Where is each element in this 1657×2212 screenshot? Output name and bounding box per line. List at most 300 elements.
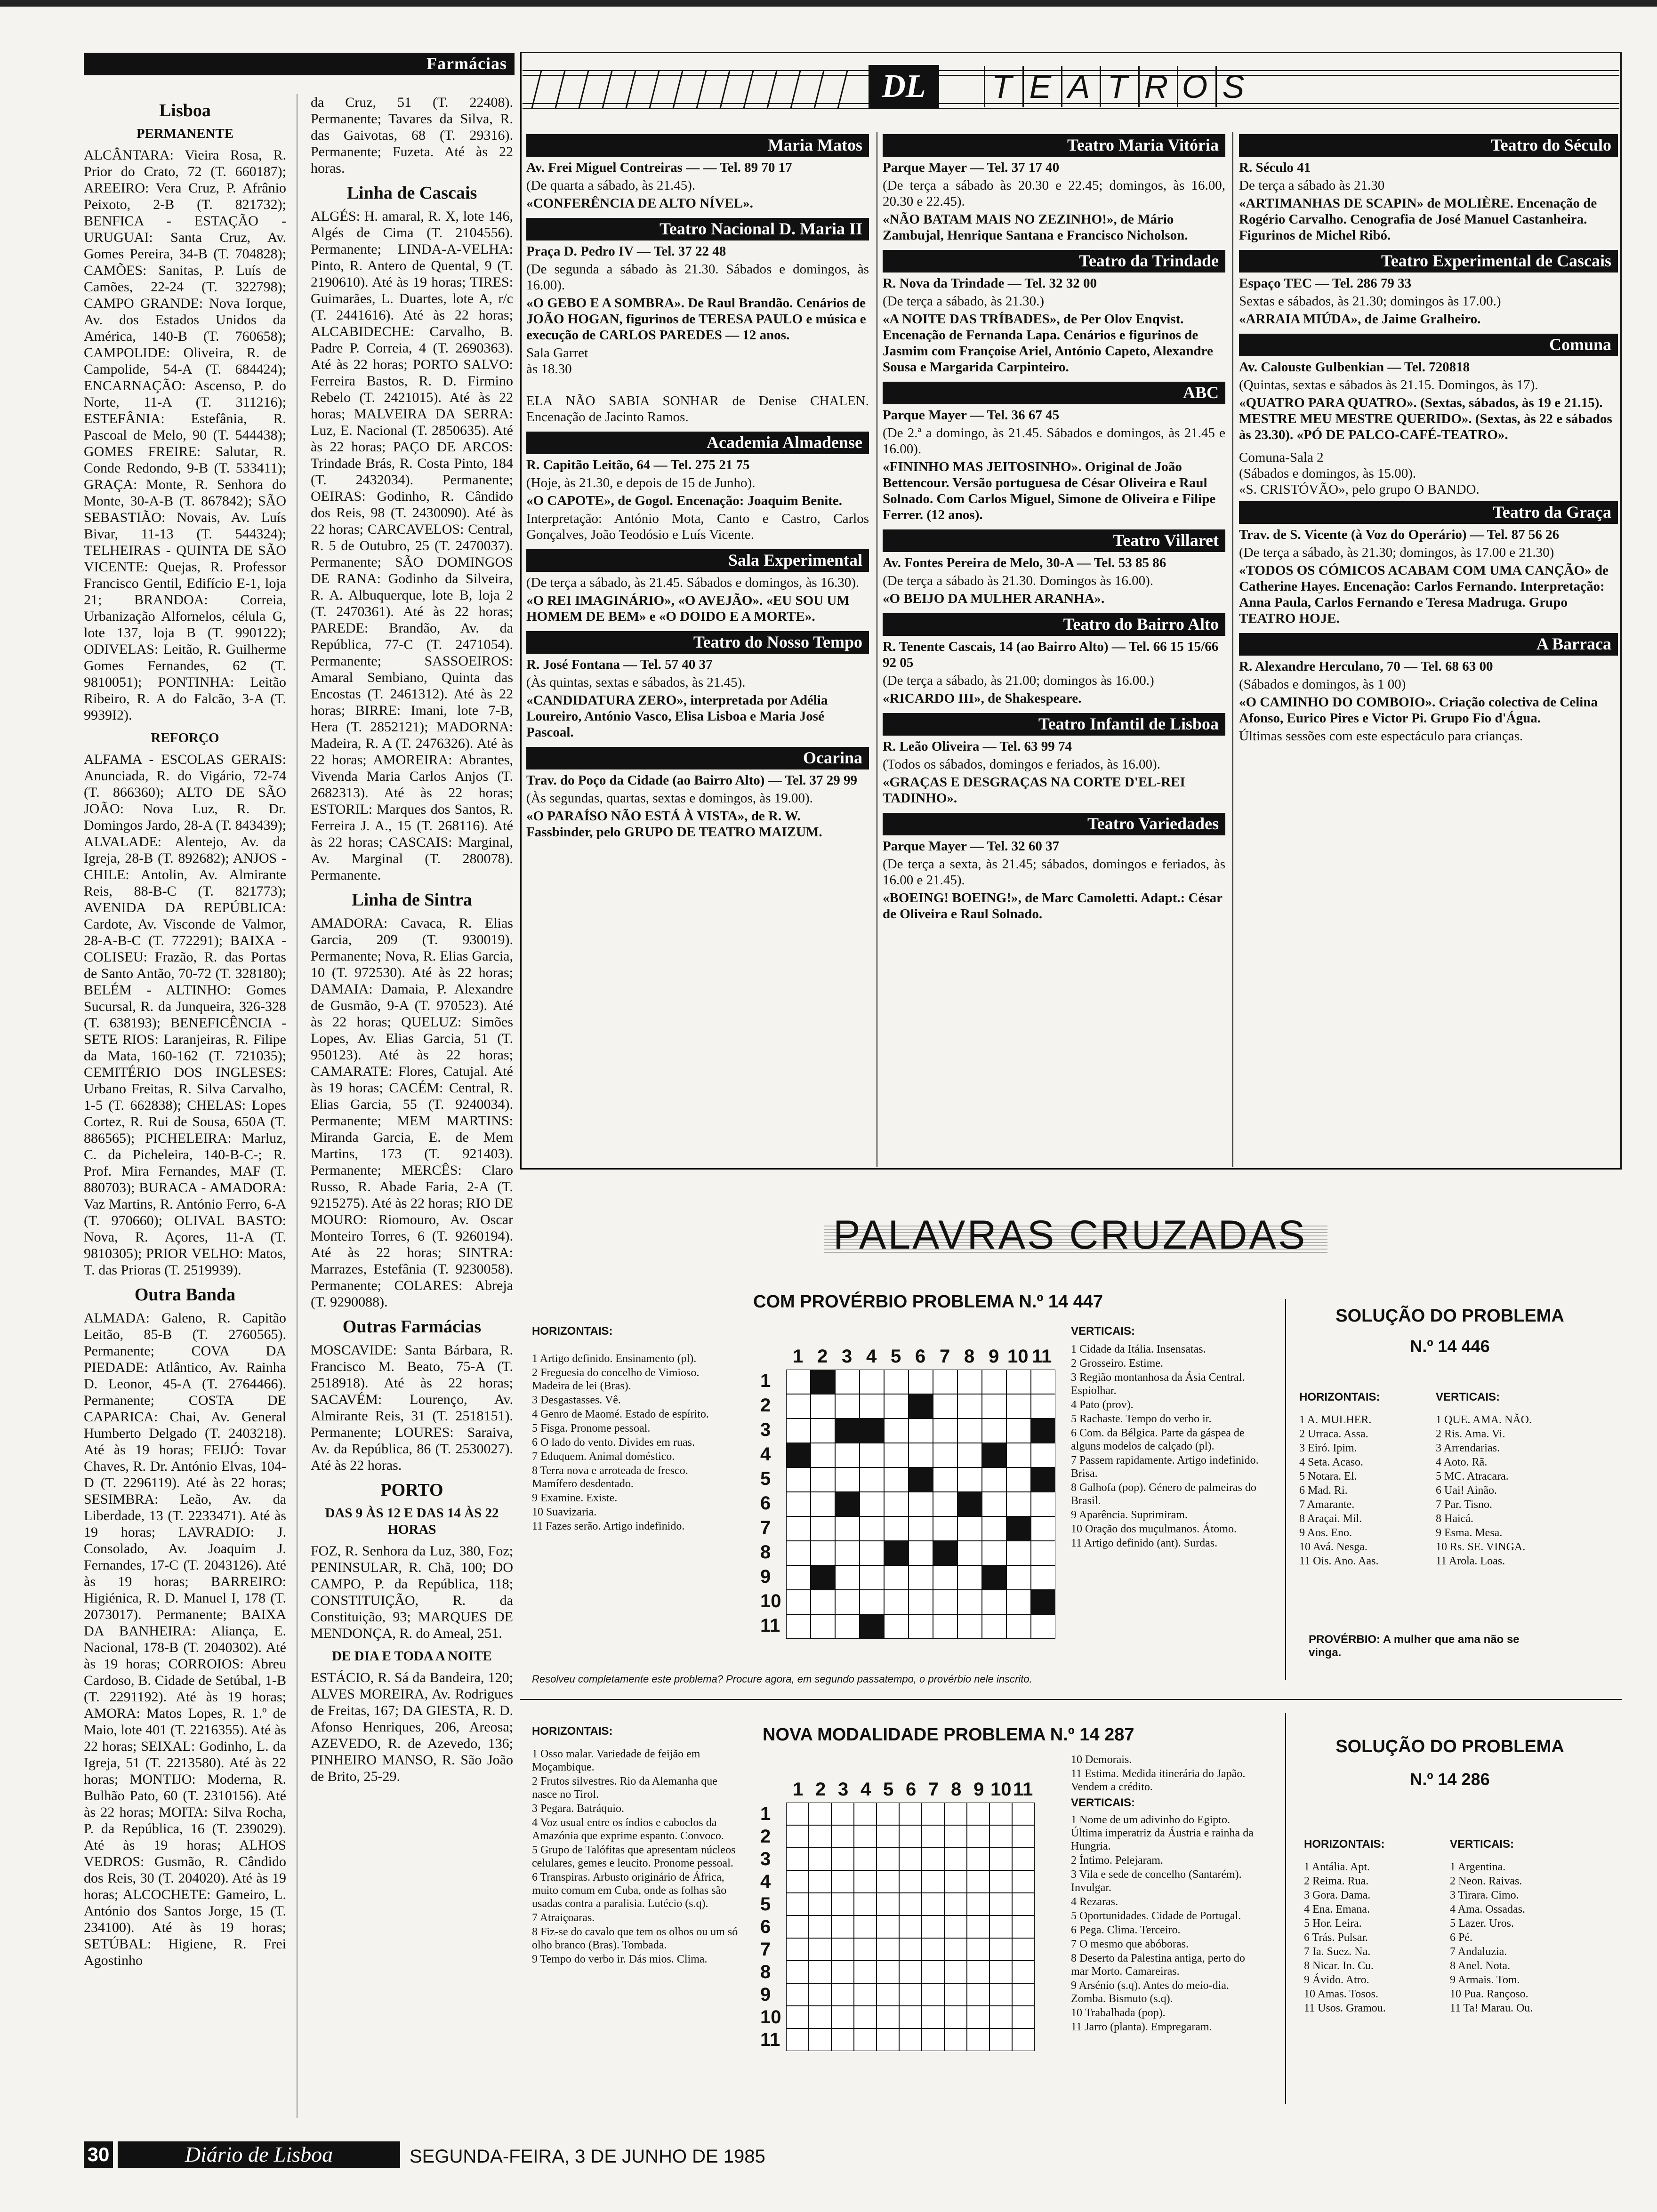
clue-item: 4 Aoto. Rã. bbox=[1436, 1456, 1488, 1468]
grid-cell[interactable] bbox=[786, 1541, 811, 1565]
grid-cell[interactable] bbox=[989, 1825, 1012, 1848]
grid-cell[interactable] bbox=[835, 1590, 860, 1614]
grid-cell[interactable] bbox=[989, 2028, 1012, 2051]
grid-cell[interactable] bbox=[884, 1516, 909, 1541]
grid-cell[interactable] bbox=[982, 1516, 1006, 1541]
clue-item: 9 Tempo do verbo ir. Dás mios. Clima. bbox=[532, 1953, 708, 1965]
grid-cell[interactable] bbox=[982, 1394, 1006, 1419]
grid-black-cell bbox=[811, 1565, 835, 1590]
grid-row-number: 8 bbox=[760, 1542, 771, 1563]
theatre-addr: Av. Fontes Pereira de Melo, 30-A — Tel. 53 85 86 bbox=[883, 555, 1166, 570]
clue-item: 8 Terra nova e arroteada de fresco. Mamífero desdentado. bbox=[532, 1465, 688, 1490]
grid-cell[interactable] bbox=[860, 1492, 884, 1516]
grid-cell[interactable] bbox=[957, 1541, 982, 1565]
grid-cell[interactable] bbox=[786, 1614, 811, 1639]
grid-cell[interactable] bbox=[957, 1590, 982, 1614]
clue-item: 5 Lazer. Uros. bbox=[1450, 1917, 1514, 1930]
grid-cell[interactable] bbox=[786, 2028, 809, 2051]
sol2-title: SOLUÇÃO DO PROBLEMA bbox=[1335, 1737, 1564, 1756]
grid-cell[interactable] bbox=[967, 1848, 989, 1870]
grid-cell[interactable] bbox=[957, 1394, 982, 1419]
grid-cell[interactable] bbox=[899, 1848, 922, 1870]
grid-cell[interactable] bbox=[831, 1915, 854, 1938]
grid-cell[interactable] bbox=[1012, 1803, 1035, 1825]
grid-cell[interactable] bbox=[1006, 1614, 1031, 1639]
grid-cell[interactable] bbox=[831, 1961, 854, 1983]
grid-row-number: 4 bbox=[760, 1444, 771, 1465]
grid-cell[interactable] bbox=[1012, 1893, 1035, 1915]
grid-cell[interactable] bbox=[860, 1443, 884, 1467]
grid-cell[interactable] bbox=[860, 1565, 884, 1590]
grid-cell[interactable] bbox=[909, 1492, 933, 1516]
grid-cell[interactable] bbox=[835, 1394, 860, 1419]
grid-cell[interactable] bbox=[989, 1893, 1012, 1915]
grid-cell[interactable] bbox=[909, 1590, 933, 1614]
grid-col-number: 5 bbox=[891, 1346, 901, 1367]
grid-cell[interactable] bbox=[835, 1516, 860, 1541]
grid-cell[interactable] bbox=[967, 1825, 989, 1848]
grid-cell[interactable] bbox=[835, 1370, 860, 1394]
grid-row-number: 10 bbox=[760, 1591, 781, 1611]
grid-cell[interactable] bbox=[933, 1492, 957, 1516]
grid-cell[interactable] bbox=[1012, 1938, 1035, 1961]
grid-cell[interactable] bbox=[786, 1848, 809, 1870]
clue-item: 10 Avá. Nesga. bbox=[1299, 1541, 1367, 1553]
grid-cell[interactable] bbox=[860, 1541, 884, 1565]
grid-cell[interactable] bbox=[786, 1590, 811, 1614]
sol2-num: N.º 14 286 bbox=[1410, 1770, 1490, 1789]
farmacias-header bbox=[84, 53, 515, 75]
grid-cell[interactable] bbox=[899, 1983, 922, 2006]
banner-slash bbox=[532, 71, 541, 108]
grid-cell[interactable] bbox=[944, 1825, 967, 1848]
grid-cell[interactable] bbox=[860, 1370, 884, 1394]
clue-item: 1 Nome de um adivinho do Egipto. Última imperatriz da Áustria e rainha da Hungria. bbox=[1071, 1814, 1254, 1852]
grid-cell[interactable] bbox=[922, 1870, 944, 1893]
clue-item: 7 Eduquem. Animal doméstico. bbox=[532, 1451, 675, 1463]
grid-cell[interactable] bbox=[899, 2028, 922, 2051]
grid-cell[interactable] bbox=[786, 1983, 809, 2006]
grid-cell[interactable] bbox=[1012, 1870, 1035, 1893]
clue-item: 2 Neon. Raivas. bbox=[1450, 1875, 1522, 1887]
grid-cell[interactable] bbox=[957, 1467, 982, 1492]
grid-cell[interactable] bbox=[967, 1961, 989, 1983]
grid-cell[interactable] bbox=[967, 1915, 989, 1938]
grid-cell[interactable] bbox=[899, 1938, 922, 1961]
grid-row-number: 7 bbox=[760, 1517, 771, 1538]
grid-cell[interactable] bbox=[809, 1848, 831, 1870]
grid-cell[interactable] bbox=[967, 1893, 989, 1915]
grid-cell[interactable] bbox=[877, 2028, 899, 2051]
crossword-grid-2[interactable] bbox=[753, 1779, 1073, 2052]
grid-cell[interactable] bbox=[860, 1394, 884, 1419]
grid-cell[interactable] bbox=[909, 1614, 933, 1639]
clue-item: 5 Grupo de Talófitas que apresentam núcleos celulares, gemes e leucito. Pronome pessoal. bbox=[532, 1844, 736, 1869]
grid-cell[interactable] bbox=[933, 1443, 957, 1467]
grid-cell[interactable] bbox=[944, 1983, 967, 2006]
grid-cell[interactable] bbox=[909, 1443, 933, 1467]
grid-cell[interactable] bbox=[909, 1541, 933, 1565]
grid-cell[interactable] bbox=[811, 1419, 835, 1443]
clue-item: 3 Arrendarias. bbox=[1436, 1442, 1500, 1454]
grid-cell[interactable] bbox=[1006, 1565, 1031, 1590]
banner-slash bbox=[814, 71, 824, 108]
grid-cell[interactable] bbox=[809, 1893, 831, 1915]
grid-cell[interactable] bbox=[884, 1443, 909, 1467]
grid-cell[interactable] bbox=[1006, 1492, 1031, 1516]
grid-cell[interactable] bbox=[786, 2006, 809, 2028]
grid-cell[interactable] bbox=[809, 1983, 831, 2006]
grid-cell[interactable] bbox=[854, 1803, 877, 1825]
grid-cell[interactable] bbox=[811, 1467, 835, 1492]
grid-cell[interactable] bbox=[854, 2006, 877, 2028]
clue-item: 1 Argentina. bbox=[1450, 1861, 1506, 1873]
grid-cell[interactable] bbox=[877, 1848, 899, 1870]
grid-cell[interactable] bbox=[933, 1370, 957, 1394]
grid-cell[interactable] bbox=[1031, 1516, 1055, 1541]
grid-cell[interactable] bbox=[909, 1419, 933, 1443]
grid-cell[interactable] bbox=[877, 1825, 899, 1848]
grid-cell[interactable] bbox=[811, 1394, 835, 1419]
grid-cell[interactable] bbox=[989, 1938, 1012, 1961]
theatre-addr: Trav. de S. Vicente (à Voz do Operário) — Tel. 87 56 26 bbox=[1239, 527, 1560, 542]
grid-cell[interactable] bbox=[1031, 1565, 1055, 1590]
grid-cell[interactable] bbox=[982, 1614, 1006, 1639]
grid-cell[interactable] bbox=[899, 1961, 922, 1983]
grid-cell[interactable] bbox=[989, 1961, 1012, 1983]
grid-cell[interactable] bbox=[786, 1516, 811, 1541]
grid-cell[interactable] bbox=[786, 1825, 809, 1848]
grid-cell[interactable] bbox=[884, 1614, 909, 1639]
grid-cell[interactable] bbox=[811, 1492, 835, 1516]
grid-cell[interactable] bbox=[809, 2006, 831, 2028]
grid-cell[interactable] bbox=[933, 1419, 957, 1443]
grid-cell[interactable] bbox=[786, 1938, 809, 1961]
grid-cell[interactable] bbox=[786, 1893, 809, 1915]
theatre-show: «TODOS OS CÓMICOS ACABAM COM UMA CANÇÃO» de Catherine Hayes. Encenação: Carlos Fernando. Interpretação: Anna Paula, Carlos Fernando e Teresa Madruga. Grupo TEATRO HOJE. bbox=[1239, 563, 1609, 626]
grid-cell[interactable] bbox=[809, 1870, 831, 1893]
grid-cell[interactable] bbox=[922, 1938, 944, 1961]
grid-col-number: 11 bbox=[1032, 1346, 1052, 1367]
grid-cell[interactable] bbox=[854, 2028, 877, 2051]
grid-cell[interactable] bbox=[811, 1541, 835, 1565]
grid-cell[interactable] bbox=[884, 1419, 909, 1443]
grid-cell[interactable] bbox=[957, 1419, 982, 1443]
clue-item: 10 Pua. Rançoso. bbox=[1450, 1988, 1528, 2000]
grid-cell[interactable] bbox=[884, 1565, 909, 1590]
grid-cell[interactable] bbox=[831, 1848, 854, 1870]
theatre-name: Ocarina bbox=[526, 747, 869, 769]
banner-slash bbox=[838, 71, 847, 108]
grid-cell[interactable] bbox=[877, 1938, 899, 1961]
grid-cell[interactable] bbox=[835, 1614, 860, 1639]
grid-col-number: 4 bbox=[861, 1779, 871, 1800]
grid-cell[interactable] bbox=[877, 2006, 899, 2028]
grid-black-cell bbox=[1006, 1516, 1031, 1541]
grid-cell[interactable] bbox=[982, 1419, 1006, 1443]
grid-cell[interactable] bbox=[944, 1938, 967, 1961]
grid-cell[interactable] bbox=[899, 2006, 922, 2028]
grid-cell[interactable] bbox=[957, 1370, 982, 1394]
grid-cell[interactable] bbox=[884, 1394, 909, 1419]
grid-row-number: 2 bbox=[760, 1826, 771, 1847]
grid-cell[interactable] bbox=[933, 1614, 957, 1639]
theatre-txt: (De terça a sábado, às 21.30; domingos, às 17.00 e 21.30) bbox=[1239, 545, 1554, 560]
theatre-addr: R. Leão Oliveira — Tel. 63 99 74 bbox=[883, 739, 1072, 754]
newspaper-name: Diário de Lisboa bbox=[118, 2141, 400, 2168]
grid-cell[interactable] bbox=[809, 1803, 831, 1825]
grid-cell[interactable] bbox=[786, 1394, 811, 1419]
grid-cell[interactable] bbox=[786, 1915, 809, 1938]
grid-cell[interactable] bbox=[944, 2006, 967, 2028]
theatre-listing bbox=[883, 529, 1225, 607]
grid-cell[interactable] bbox=[989, 1870, 1012, 1893]
grid-cell[interactable] bbox=[933, 1590, 957, 1614]
grid-cell[interactable] bbox=[1031, 1370, 1055, 1394]
theatre-addr: R. Capitão Leitão, 64 — Tel. 275 21 75 bbox=[526, 457, 750, 473]
grid-cell[interactable] bbox=[944, 1803, 967, 1825]
grid-cell[interactable] bbox=[860, 1467, 884, 1492]
grid-cell[interactable] bbox=[1006, 1590, 1031, 1614]
grid-cell[interactable] bbox=[786, 1565, 811, 1590]
grid-cell[interactable] bbox=[1012, 1848, 1035, 1870]
grid-cell[interactable] bbox=[831, 1893, 854, 1915]
grid-cell[interactable] bbox=[967, 1803, 989, 1825]
grid-cell[interactable] bbox=[854, 1848, 877, 1870]
crossword-grid-1[interactable] bbox=[758, 1346, 1069, 1638]
dl-logo: DL bbox=[869, 65, 939, 108]
grid-cell[interactable] bbox=[835, 1467, 860, 1492]
grid-cell[interactable] bbox=[1006, 1467, 1031, 1492]
clue-item: 8 Nicar. In. Cu. bbox=[1304, 1960, 1374, 1972]
grid-cell[interactable] bbox=[1031, 1394, 1055, 1419]
grid-cell[interactable] bbox=[989, 2006, 1012, 2028]
grid-cell[interactable] bbox=[786, 1492, 811, 1516]
grid-cell[interactable] bbox=[944, 2028, 967, 2051]
grid-cell[interactable] bbox=[1012, 2028, 1035, 2051]
grid-cell[interactable] bbox=[957, 1565, 982, 1590]
palavras-title: PALAVRAS CRUZADAS bbox=[833, 1212, 1307, 1258]
grid-cell[interactable] bbox=[809, 1825, 831, 1848]
grid-cell[interactable] bbox=[811, 1614, 835, 1639]
clue-item: 10 Oração dos muçulmanos. Átomo. bbox=[1071, 1523, 1237, 1535]
grid-cell[interactable] bbox=[831, 1870, 854, 1893]
grid-cell[interactable] bbox=[854, 1825, 877, 1848]
grid-cell[interactable] bbox=[786, 1961, 809, 1983]
grid-cell[interactable] bbox=[877, 1893, 899, 1915]
grid-black-cell bbox=[1031, 1419, 1055, 1443]
grid-cell[interactable] bbox=[989, 1803, 1012, 1825]
grid-cell[interactable] bbox=[831, 1983, 854, 2006]
grid-cell[interactable] bbox=[1012, 2006, 1035, 2028]
grid-cell[interactable] bbox=[933, 1565, 957, 1590]
grid-cell[interactable] bbox=[860, 1590, 884, 1614]
grid-cell[interactable] bbox=[854, 1938, 877, 1961]
grid-cell[interactable] bbox=[831, 2006, 854, 2028]
grid-cell[interactable] bbox=[786, 1419, 811, 1443]
grid-cell[interactable] bbox=[944, 1848, 967, 1870]
grid-cell[interactable] bbox=[899, 1825, 922, 1848]
clue-item: 7 Andaluzia. bbox=[1450, 1946, 1507, 1958]
grid-cell[interactable] bbox=[811, 1516, 835, 1541]
grid-cell[interactable] bbox=[967, 1870, 989, 1893]
grid-cell[interactable] bbox=[809, 1961, 831, 1983]
grid-cell[interactable] bbox=[1012, 1915, 1035, 1938]
clue-item: 11 Jarro (planta). Empregaram. bbox=[1071, 2021, 1212, 2033]
grid-cell[interactable] bbox=[922, 1961, 944, 1983]
clue-item: 7 Amarante. bbox=[1299, 1499, 1355, 1511]
grid-cell[interactable] bbox=[877, 1961, 899, 1983]
grid-cell[interactable] bbox=[809, 2028, 831, 2051]
grid-cell[interactable] bbox=[854, 1961, 877, 1983]
theatre-name: Teatro Variedades bbox=[883, 813, 1225, 835]
grid-cell[interactable] bbox=[989, 1915, 1012, 1938]
permanente-title: PERMANENTE bbox=[136, 126, 234, 141]
grid-cell[interactable] bbox=[1012, 1961, 1035, 1983]
grid-cell[interactable] bbox=[982, 1590, 1006, 1614]
grid-cell[interactable] bbox=[1012, 1983, 1035, 2006]
grid-cell[interactable] bbox=[1006, 1443, 1031, 1467]
clue-item: 6 Uai! Ainão. bbox=[1436, 1484, 1497, 1497]
grid-cell[interactable] bbox=[933, 1516, 957, 1541]
theatre-txt: Sextas e sábados, às 21.30; domingos às 17.00.) bbox=[1239, 294, 1501, 309]
grid-cell[interactable] bbox=[944, 1915, 967, 1938]
grid-cell[interactable] bbox=[933, 1467, 957, 1492]
teatros-letter: A bbox=[1061, 66, 1095, 107]
grid-cell[interactable] bbox=[967, 2006, 989, 2028]
grid-cell[interactable] bbox=[922, 1893, 944, 1915]
grid-cell[interactable] bbox=[967, 1983, 989, 2006]
theatre-addr: Praça D. Pedro IV — Tel. 37 22 48 bbox=[526, 244, 726, 259]
grid-cell[interactable] bbox=[1031, 1614, 1055, 1639]
grid-cell[interactable] bbox=[982, 1492, 1006, 1516]
grid-cell[interactable] bbox=[967, 1938, 989, 1961]
grid-cell[interactable] bbox=[922, 1983, 944, 2006]
grid-cell[interactable] bbox=[854, 1915, 877, 1938]
grid-cell[interactable] bbox=[835, 1565, 860, 1590]
grid-cell[interactable] bbox=[877, 1983, 899, 2006]
grid-cell[interactable] bbox=[944, 1961, 967, 1983]
theatre-name: Teatro Experimental de Cascais bbox=[1239, 250, 1618, 272]
grid-cell[interactable] bbox=[922, 1825, 944, 1848]
grid-cell[interactable] bbox=[884, 1370, 909, 1394]
clue-item: 10 Suavizaria. bbox=[532, 1506, 597, 1518]
grid-cell[interactable] bbox=[884, 1590, 909, 1614]
grid-cell[interactable] bbox=[831, 1803, 854, 1825]
grid-cell[interactable] bbox=[933, 1394, 957, 1419]
grid-cell[interactable] bbox=[835, 1443, 860, 1467]
grid-cell[interactable] bbox=[811, 1443, 835, 1467]
grid-col-number: 3 bbox=[838, 1779, 849, 1800]
grid-row-number: 3 bbox=[760, 1849, 771, 1869]
grid-cell[interactable] bbox=[854, 1870, 877, 1893]
outra-banda-text: ALMADA: Galeno, R. Capitão Leitão, 85-B (T. 2760565). Permanente; COVA DA PIEDADE: Atlântico, Av. Rainha D. Leonor, 45-A (T. 2764466). Permanente; COSTA DE CAPARICA: Chai, Av. General Humberto Delgado (T. 2403218). Até às 19 horas; FEIJÓ: Tovar Chaves, R. Dr. António Elvas, 104-D (T. 2296119). Até às 22 horas; SESIMBRA: Leão, Av. da Liberdade, 13 (T. 2233471). Até às 19 horas; LAVRADIO: J. Consolado, Av. Joaquim J. Fernandes, 17-C (T. 2043126). Até às 19 horas; BARREIRO: Higiénica, R. D. Manuel I, 178 (T. 2073017). Permanente; BAIXA DA BANHEIRA: Aliança, E. Nacional, 178-B (T. 2040302). Até às 19 horas; CORROIOS: Abreu Cardoso, B. Cidade de Setúbal, 1-B (T. 2291192). Até às 19 horas; AMORA: Matos Lopes, R. 1.º de Maio, lote 401 (T. 2216355). Até às 22 horas; SEIXAL: Godinho, L. da Igreja, 51 (T. 2213580). Até às 22 horas; MONTIJO: Moderna, R. Bulhão Pato, 60 (T. 2310156). Até às 22 horas; MOITA: Silva Rocha, P. da República, 16 (T. 239029). Até às 19 horas; ALHOS VEDROS: Gusmão, R. Cândido dos Reis, 30 (T. 204020). Até às 19 horas; ALCOCHETE: Gameiro, L. António dos Santos Jorge, 15 (T. 234100). Até às 19 horas; SETÚBAL: Higiene, R. Frei Agostinho bbox=[84, 1310, 286, 1968]
grid-cell[interactable] bbox=[1006, 1541, 1031, 1565]
theatre-listing bbox=[526, 134, 869, 211]
p2-horizontais bbox=[532, 1725, 744, 1967]
grid-cell[interactable] bbox=[1031, 1443, 1055, 1467]
grid-cell[interactable] bbox=[944, 1870, 967, 1893]
grid-cell[interactable] bbox=[884, 1492, 909, 1516]
grid-cell[interactable] bbox=[957, 1516, 982, 1541]
grid-cell[interactable] bbox=[944, 1893, 967, 1915]
grid-cell[interactable] bbox=[835, 1541, 860, 1565]
clue-item: 6 Pé. bbox=[1450, 1931, 1472, 1944]
grid-row-number: 2 bbox=[760, 1395, 771, 1416]
grid-cell[interactable] bbox=[899, 1870, 922, 1893]
grid-cell[interactable] bbox=[786, 1803, 809, 1825]
grid-cell[interactable] bbox=[877, 1803, 899, 1825]
clue-item: 6 Com. da Bélgica. Parte da gáspea de alguns modelos de calçado (pl). bbox=[1071, 1427, 1245, 1452]
grid-cell[interactable] bbox=[1006, 1419, 1031, 1443]
grid-cell[interactable] bbox=[909, 1370, 933, 1394]
grid-cell[interactable] bbox=[967, 2028, 989, 2051]
grid-cell[interactable] bbox=[922, 1848, 944, 1870]
grid-black-cell bbox=[835, 1492, 860, 1516]
clue-item: 5 Hor. Leira. bbox=[1304, 1917, 1362, 1930]
theatre-listing bbox=[1239, 250, 1618, 327]
clue-item: 8 Haicá. bbox=[1436, 1513, 1473, 1525]
clue-item: 1 QUE. AMA. NÃO. bbox=[1436, 1414, 1532, 1426]
grid-cell[interactable] bbox=[786, 1870, 809, 1893]
grid-cell[interactable] bbox=[899, 1803, 922, 1825]
grid-row-number: 11 bbox=[760, 1615, 780, 1636]
grid-cell[interactable] bbox=[831, 1825, 854, 1848]
grid-cell[interactable] bbox=[809, 1938, 831, 1961]
grid-cell[interactable] bbox=[811, 1590, 835, 1614]
grid-cell[interactable] bbox=[1031, 1541, 1055, 1565]
grid-cell[interactable] bbox=[909, 1565, 933, 1590]
grid-cell[interactable] bbox=[989, 1983, 1012, 2006]
grid-cell[interactable] bbox=[982, 1541, 1006, 1565]
grid-cell[interactable] bbox=[982, 1467, 1006, 1492]
grid-cell[interactable] bbox=[922, 1803, 944, 1825]
grid-cell[interactable] bbox=[809, 1915, 831, 1938]
theatre-name: Teatro da Trindade bbox=[883, 250, 1225, 272]
grid-cell[interactable] bbox=[922, 2028, 944, 2051]
theatre-listing bbox=[883, 250, 1225, 375]
grid-cell[interactable] bbox=[854, 1983, 877, 2006]
grid-cell[interactable] bbox=[957, 1443, 982, 1467]
banner-slash bbox=[626, 71, 635, 108]
banner-slash bbox=[767, 71, 777, 108]
grid-cell[interactable] bbox=[860, 1516, 884, 1541]
outras-title: Outras Farmácias bbox=[342, 1317, 482, 1337]
grid-cell[interactable] bbox=[786, 1370, 811, 1394]
grid-cell[interactable] bbox=[1012, 1825, 1035, 1848]
theatre-show: «RICARDO III», de Shakespeare. bbox=[883, 691, 1082, 706]
grid-cell[interactable] bbox=[1006, 1394, 1031, 1419]
grid-cell[interactable] bbox=[854, 1893, 877, 1915]
grid-cell[interactable] bbox=[909, 1516, 933, 1541]
grid-cell[interactable] bbox=[877, 1870, 899, 1893]
grid-cell[interactable] bbox=[884, 1467, 909, 1492]
grid-cell[interactable] bbox=[831, 1938, 854, 1961]
clue-item: 6 O lado do vento. Divides em ruas. bbox=[532, 1436, 695, 1449]
grid-cell[interactable] bbox=[899, 1893, 922, 1915]
grid-cell[interactable] bbox=[922, 1915, 944, 1938]
grid-cell[interactable] bbox=[831, 2028, 854, 2051]
grid-cell[interactable] bbox=[1031, 1492, 1055, 1516]
grid-cell[interactable] bbox=[957, 1614, 982, 1639]
grid-cell[interactable] bbox=[982, 1370, 1006, 1394]
grid-cell[interactable] bbox=[899, 1915, 922, 1938]
grid-cell[interactable] bbox=[922, 2006, 944, 2028]
grid-cell[interactable] bbox=[786, 1467, 811, 1492]
grid-cell[interactable] bbox=[877, 1915, 899, 1938]
grid-cell[interactable] bbox=[989, 1848, 1012, 1870]
grid-cell[interactable] bbox=[1006, 1370, 1031, 1394]
